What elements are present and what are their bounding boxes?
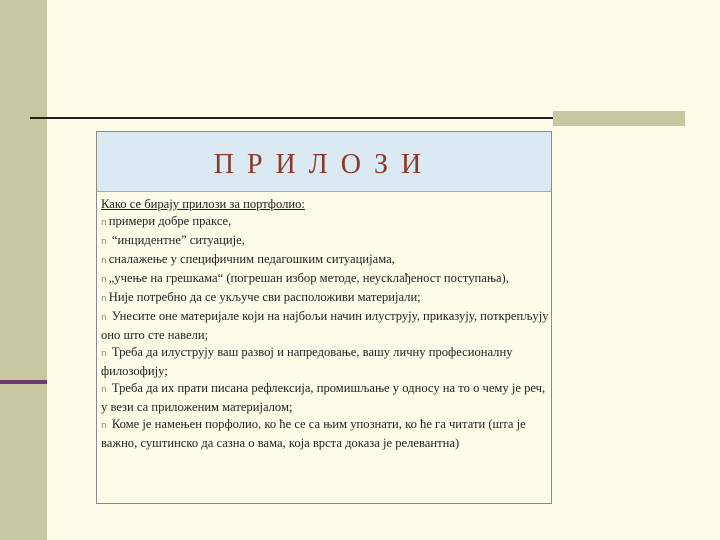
list-item: n сналажење у специфичним педагошким ситуацијама, (101, 252, 395, 266)
content-text (101, 196, 549, 452)
bullet-icon: n (101, 237, 107, 247)
list-item: n Коме је намењен порфолио, ко ће се са њим упознати, ко ће га читати (шта је важно, суштинско да сазна о вама, која врста доказа је релевантна) (101, 417, 526, 450)
bullet-icon: n (101, 349, 107, 359)
bullet-icon: n (101, 313, 107, 323)
list-item: n примери добре праксе, (101, 214, 232, 228)
list-item: n Треба да их прати писана рефлексија, промишљање у односу на то о чему је реч, у вези са приложеним материјалом; (101, 381, 546, 414)
list-item: n Треба да илуструју ваш развој и напредовање, вашу личну професионалну филозофију; (101, 345, 513, 378)
list-item: n Није потребно да се укључе сви расположиви материјали; (101, 290, 421, 304)
list-item: n „учење на грешкама“ (погрешан избор методе, неусклађеност поступања), (101, 271, 509, 285)
left-decorative-band (0, 0, 47, 540)
corner-decorative-block (553, 111, 685, 126)
content-box (96, 131, 552, 504)
bullet-icon: n (101, 256, 107, 266)
bullet-icon: n (101, 421, 107, 431)
list-item: n Унесите оне материјале који на најбољи начин илуструју, приказују, поткрепљују оно што сте навели; (101, 309, 549, 342)
intro-line: Како се бирају прилози за портфолио: (101, 197, 305, 211)
bullet-icon: n (101, 294, 107, 304)
slide-title: ПРИЛОЗИ (213, 148, 435, 180)
bullet-icon: n (101, 218, 107, 228)
list-item: n “инцидентне” ситуације, (101, 233, 245, 247)
bullet-icon: n (101, 385, 107, 395)
left-accent-line (0, 380, 47, 384)
bullet-icon: n (101, 275, 107, 285)
title-panel (97, 132, 551, 192)
